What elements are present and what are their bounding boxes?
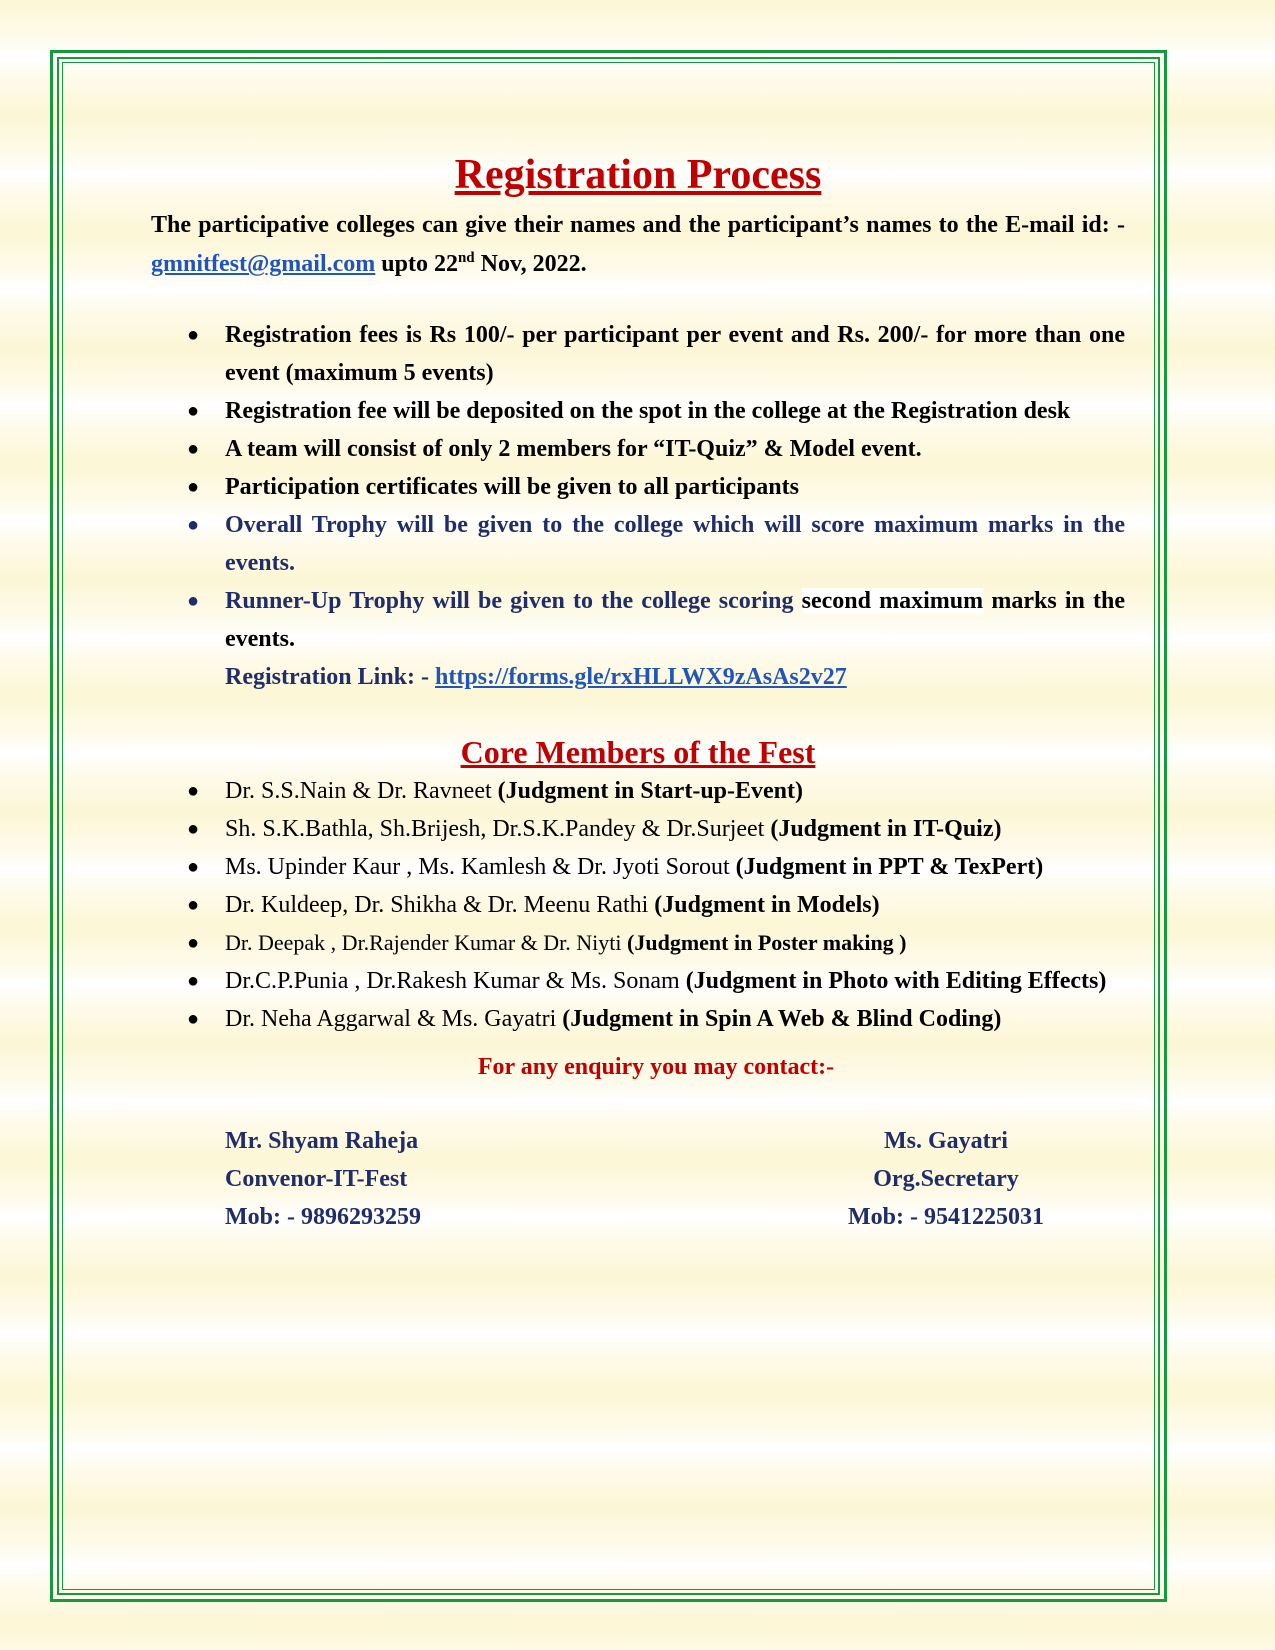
intro-deadline: upto 22 — [375, 251, 458, 278]
document-content — [151, 150, 1125, 1242]
member-role: (Judgment in IT-Quiz) — [770, 816, 1002, 843]
registration-link-line — [151, 658, 1125, 696]
rule-item — [151, 468, 1125, 506]
member-names: Dr. Neha Aggarwal & Ms. Gayatri — [225, 1006, 563, 1033]
intro-superscript: nd — [457, 250, 475, 267]
intro-paragraph — [151, 206, 1125, 284]
member-role: (Judgment in PPT & TexPert) — [735, 854, 1044, 881]
page-title: Registration Process — [454, 152, 822, 198]
member-names: Dr.C.P.Punia , Dr.Rakesh Kumar & Ms. Sonam — [225, 968, 686, 995]
bullet-icon: ● — [187, 894, 200, 917]
bullet-icon: ● — [187, 438, 200, 461]
member-names: Dr. S.S.Nain & Dr. Ravneet — [225, 778, 498, 805]
bullet-icon: ● — [187, 780, 200, 803]
rule-text: A team will consist of only 2 members for “IT-Quiz” & Model event. — [225, 436, 922, 463]
rule-item — [151, 316, 1125, 392]
contact-role: Org.Secretary — [873, 1166, 1019, 1193]
member-role: (Judgment in Spin A Web & Blind Coding) — [562, 1006, 1002, 1033]
contact-name: Ms. Gayatri — [884, 1128, 1008, 1155]
rule-item — [151, 392, 1125, 430]
member-item — [151, 848, 1125, 886]
rule-item-runner-up — [151, 582, 1125, 658]
contact-role: Convenor-IT-Fest — [225, 1166, 408, 1193]
core-members-title: Core Members of the Fest — [460, 734, 816, 771]
rule-text: Participation certificates will be given to all participants — [225, 474, 799, 501]
member-names: Dr. Deepak , Dr.Rajender Kumar & Dr. Niyti — [225, 930, 628, 956]
rule-item-trophy — [151, 506, 1125, 582]
bullet-icon: ● — [187, 856, 200, 879]
runner-up-text-2: second maximum — [801, 588, 984, 615]
bullet-icon: ● — [187, 1008, 200, 1031]
members-list — [151, 772, 1125, 1038]
member-item — [151, 1000, 1125, 1038]
runner-up-text-1: Runner-Up Trophy will be given to the college scoring — [225, 588, 802, 615]
contact-convenor — [225, 1122, 421, 1236]
member-role: (Judgment in Photo with Editing Effects) — [685, 968, 1107, 995]
bullet-icon: ● — [187, 932, 200, 955]
bullet-icon: ● — [187, 590, 200, 613]
intro-date-tail: Nov, 2022. — [474, 251, 587, 278]
contact-name: Mr. Shyam Raheja — [225, 1128, 419, 1155]
member-names: Dr. Kuldeep, Dr. Shikha & Dr. Meenu Rathi — [225, 892, 655, 919]
email-link[interactable]: gmnitfest@gmail.com — [151, 251, 376, 278]
member-item — [151, 810, 1125, 848]
member-role: (Judgment in Start-up-Event) — [497, 778, 803, 805]
registration-link-label: Registration Link: - — [225, 664, 435, 691]
bullet-icon: ● — [187, 514, 200, 537]
enquiry-line: For any enquiry you may contact:- — [477, 1054, 835, 1081]
bullet-icon: ● — [187, 324, 200, 347]
rules-list — [151, 316, 1125, 658]
contact-mobile: Mob: - 9541225031 — [848, 1204, 1044, 1231]
member-item — [151, 772, 1125, 810]
runner-up-text-3: marks in the events. — [225, 588, 1126, 653]
registration-link[interactable]: https://forms.gle/rxHLLWX9zAsAs2v27 — [435, 664, 847, 691]
rule-text: Overall Trophy will be given to the college which will score maximum marks in the events. — [225, 512, 1125, 577]
member-names: Ms. Upinder Kaur , Ms. Kamlesh & Dr. Jyoti Sorout — [225, 854, 736, 881]
member-item — [151, 886, 1125, 924]
rule-text: Registration fee will be deposited on the spot in the college at the Registration desk — [225, 398, 1071, 425]
member-names: Sh. S.K.Bathla, Sh.Brijesh, Dr.S.K.Pandey & Dr.Surjeet — [225, 816, 771, 843]
member-role: (Judgment in Models) — [654, 892, 880, 919]
bullet-icon: ● — [187, 476, 200, 499]
member-role: (Judgment in Poster making ) — [627, 930, 907, 956]
member-item — [151, 962, 1125, 1000]
rule-item — [151, 430, 1125, 468]
rule-text: Registration fees is Rs 100/- per participant per event and Rs. 200/- for more than one event (maximum 5 events) — [225, 322, 1125, 387]
member-item — [151, 924, 1125, 962]
bullet-icon: ● — [187, 970, 200, 993]
intro-text: The participative colleges can give their names and the participant’s names to the E-mail id: - — [151, 212, 1125, 239]
bullet-icon: ● — [187, 818, 200, 841]
contact-mobile: Mob: - 9896293259 — [225, 1204, 421, 1231]
bullet-icon: ● — [187, 400, 200, 423]
contact-secretary — [811, 1122, 1081, 1236]
contacts — [151, 1122, 1125, 1242]
